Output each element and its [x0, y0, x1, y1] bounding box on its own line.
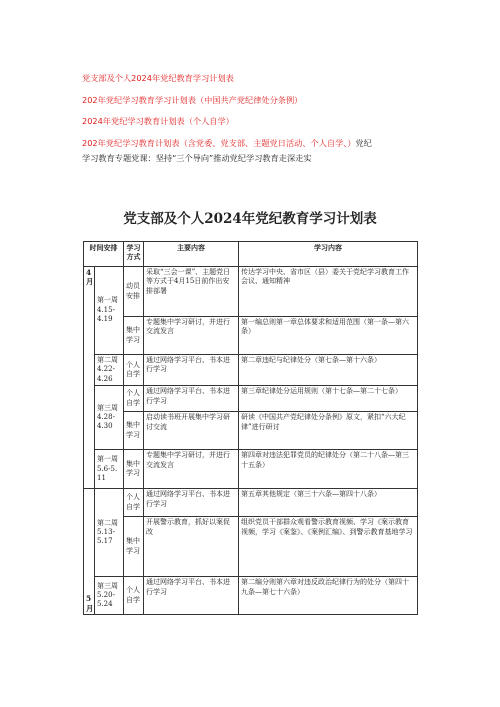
table-row	[84, 317, 418, 355]
main-cell: 通过网络学习平台、书本进行学习	[144, 355, 239, 386]
content-cell: 第五章其他规定（第三十六条—第四十八条）	[239, 489, 418, 517]
main-cell: 通过网络学习平台、书本进行学习	[144, 577, 239, 615]
related-link-4-tail: 党纪	[355, 137, 372, 148]
content-cell: 第三章纪律处分运用规则（第十七条—第二十七条）	[239, 386, 418, 412]
related-links	[82, 72, 482, 164]
content-cell: 第二编分则第六章对违反政治纪律行为的处分（第四十九条—第七十六条）	[239, 577, 418, 615]
related-link-3[interactable]: 2024年党纪学习教育计划表（个人自学）	[82, 116, 234, 126]
header-method: 学习方式	[124, 242, 144, 267]
table-row	[84, 489, 418, 517]
method-cell: 集中学习	[124, 517, 144, 577]
main-cell: 采取“三会一课”、主题党日等方式于4月15日前作出安排部署	[144, 267, 239, 317]
week-cell: 第三周4.28-4.30	[95, 386, 124, 450]
header-main: 主要内容	[144, 242, 239, 267]
content-cell: 第二章违纪与纪律处分（第七条—第十六条）	[239, 355, 418, 386]
method-cell: 个人自学	[124, 489, 144, 517]
method-cell: 集中学习	[124, 317, 144, 355]
content-cell: 第四章对违法犯罪党员的纪律处分（第二十八条—第三十五条）	[239, 450, 418, 489]
week-cell: 第一周5.6-5.11	[95, 450, 124, 489]
content-cell: 组织党员干部群众观看警示教育视频、学习《案示教育视频，学习《案鉴》、《案例汇编》、到警示教育基地学习	[239, 517, 418, 577]
table-row	[84, 517, 418, 577]
related-link-continuation: 学习教育专题党课：坚持“三个导向”推动党纪学习教育走深走实	[82, 153, 312, 163]
month-may: 5月	[84, 489, 95, 615]
document-title: 党支部及个人2024年党纪教育学习计划表	[123, 211, 377, 227]
main-cell: 专题集中学习研讨，并进行交流发言	[144, 317, 239, 355]
related-link-2[interactable]: 202年党纪学习教育学习计划表（中国共产党纪律处分条例）	[82, 94, 303, 105]
main-cell: 通过网络学习平台、书本进行学习	[144, 489, 239, 517]
content-cell: 第一编总则第一章总体要求和适用范围（第一条—第六条）	[239, 317, 418, 355]
study-plan-table	[83, 241, 418, 615]
related-link-1[interactable]: 党支部及个人2024年党纪教育学习计划表	[82, 73, 234, 83]
week-cell: 第一周4.15-4.19	[95, 267, 124, 355]
main-cell: 通过网络学习平台、书本进行学习	[144, 386, 239, 412]
method-cell: 动员安排	[124, 267, 144, 317]
main-cell: 专题集中学习研讨，并进行交流发言	[144, 450, 239, 489]
table-header-row	[84, 242, 418, 267]
header-time: 时间安排	[84, 242, 124, 267]
method-cell: 个人自学	[124, 355, 144, 386]
table-row	[84, 267, 418, 317]
method-cell: 个人自学	[124, 577, 144, 615]
main-cell: 开展警示教育，抓好以案促改	[144, 517, 239, 577]
related-link-4[interactable]: 202年党纪学习教育计划表（含党委、党支部、主题党日活动、个人自学、）党纪	[82, 137, 372, 148]
method-cell: 集中学习	[124, 450, 144, 489]
table-row	[84, 386, 418, 412]
main-cell: 启动读书班开展集中学习研讨交流	[144, 412, 239, 450]
week-cell: 第二周4.22-4.26	[95, 355, 124, 386]
content-cell: 传达学习中央、省市区（县）委关于党纪学习教育工作会议、通知精神	[239, 267, 418, 317]
week-cell: 第三周5.20-5.24	[95, 577, 124, 615]
month-april: 4月	[84, 267, 95, 489]
table-row	[84, 412, 418, 450]
content-cell: 研读《中国共产党纪律处分条例》原文，紧扣“六大纪律”进行研讨	[239, 412, 418, 450]
week-cell: 第二周5.13-5.17	[95, 489, 124, 577]
table-row	[84, 355, 418, 386]
table-row	[84, 450, 418, 489]
table-row	[84, 577, 418, 615]
method-cell: 个人自学	[124, 386, 144, 412]
method-cell: 集中学习	[124, 412, 144, 450]
header-content: 学习内容	[239, 242, 418, 267]
